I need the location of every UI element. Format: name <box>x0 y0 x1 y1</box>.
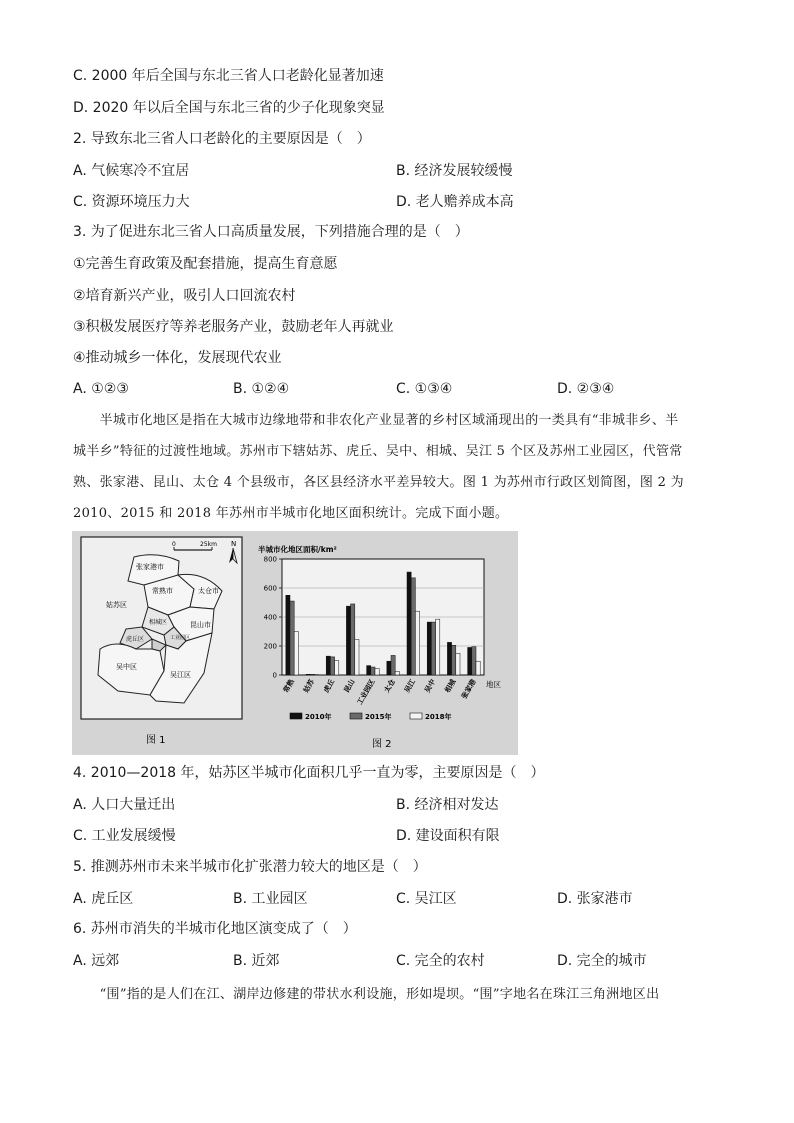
bar <box>395 671 399 675</box>
q1-option-d: D. 2020 年以后全国与东北三省的少子化现象突显 <box>73 100 385 116</box>
figure-photo <box>72 531 518 755</box>
chart-title: 半城市化地区面积/km² <box>258 545 337 554</box>
q6-option-a: A. 远郊 <box>73 953 120 969</box>
q4-option-d: D. 建设面积有限 <box>396 828 500 844</box>
q5-option-b: B. 工业园区 <box>233 891 308 907</box>
legend-label: 2015年 <box>365 713 392 721</box>
question-5: 5. 推测苏州市未来半城市化扩张潜力较大的地区是（ ） <box>73 859 427 875</box>
x-tick-label: 太仓 <box>382 678 397 695</box>
q3-option-a: A. ①②③ <box>73 381 129 397</box>
bar <box>310 674 314 675</box>
figure-2-caption: 图 2 <box>372 739 392 750</box>
map-label: 吴江区 <box>170 671 191 679</box>
material-line: 半城市化地区是指在大城市边缘地带和非农化产业显著的乡村区域涌现出的一类具有“非城非乡、半 <box>73 413 679 428</box>
q1-option-c: C. 2000 年后全国与东北三省人口老龄化显著加速 <box>73 68 384 84</box>
material-line: 熟、张家港、昆山、太仓 4 个县级市，各区县经济水平差异较大。图 1 为苏州市行政区划简图，图 2 为 <box>73 475 684 490</box>
bar <box>375 668 379 675</box>
map-label: 太仓市 <box>198 587 219 595</box>
map-label: 昆山市 <box>190 621 211 629</box>
question-6: 6. 苏州市消失的半城市化地区演变成了（ ） <box>73 921 357 937</box>
q3-option-d: D. ②③④ <box>557 381 615 397</box>
svg-text:N: N <box>231 540 237 548</box>
map-label: 常熟市 <box>152 587 173 595</box>
map-label: 吴中区 <box>116 663 137 671</box>
q6-option-c: C. 完全的农村 <box>396 953 485 969</box>
q4-option-c: C. 工业发展缓慢 <box>73 828 176 844</box>
y-tick-label: 400 <box>263 613 277 622</box>
bar <box>306 674 310 675</box>
q3-statement-4: ④推动城乡一体化，发展现代农业 <box>73 350 282 366</box>
legend-label: 2010年 <box>305 713 332 721</box>
q3-option-b: B. ①②④ <box>233 381 290 397</box>
x-tick-label: 吴江 <box>403 678 418 695</box>
bar <box>371 667 375 675</box>
material-paragraph-2 <box>73 979 723 1010</box>
x-tick-label: 张家港 <box>460 678 478 701</box>
bar <box>411 578 415 675</box>
bar <box>456 653 460 675</box>
q3-option-c: C. ①③④ <box>396 381 453 397</box>
bar <box>286 595 290 675</box>
q3-statement-1: ①完善生育政策及配套措施，提高生育意愿 <box>73 256 338 272</box>
map-label: 相城区 <box>149 619 168 626</box>
map-label: 姑苏区 <box>106 601 127 609</box>
q2-option-c: C. 资源环境压力大 <box>73 194 190 210</box>
legend-swatch <box>350 713 362 719</box>
bar <box>431 622 435 675</box>
q6-option-b: B. 近郊 <box>233 953 280 969</box>
q3-statement-2: ②培育新兴产业，吸引人口回流农村 <box>73 288 296 304</box>
y-tick-label: 800 <box>263 555 277 564</box>
x-tick-label: 吴中 <box>423 678 438 695</box>
q3-statement-3: ③积极发展医疗等养老服务产业，鼓励老年人再就业 <box>73 319 394 335</box>
q4-option-b: B. 经济相对发达 <box>396 797 499 813</box>
q4-option-a: A. 人口大量迁出 <box>73 797 176 813</box>
bar <box>314 675 318 676</box>
bar <box>436 619 440 675</box>
figure-1-caption: 图 1 <box>146 735 166 746</box>
bar <box>387 661 391 675</box>
scale-label: 25km <box>200 541 217 548</box>
bar <box>407 572 411 675</box>
bar <box>468 647 472 675</box>
q6-option-d: D. 完全的城市 <box>557 953 647 969</box>
x-tick-label: 昆山 <box>342 678 357 695</box>
y-tick-label: 0 <box>272 671 277 680</box>
bar <box>415 611 419 675</box>
legend-swatch <box>410 713 422 719</box>
question-4: 4. 2010—2018 年，姑苏区半城市化面积几乎一直为零，主要原因是（ ） <box>73 765 545 781</box>
x-axis-label: 地区 <box>486 680 501 689</box>
x-tick-label: 常熟 <box>281 678 296 695</box>
x-tick-label: 姑苏 <box>302 678 317 695</box>
x-tick-label: 相城 <box>443 678 458 695</box>
q5-option-a: A. 虎丘区 <box>73 891 134 907</box>
map-label: 虎丘区 <box>126 636 145 643</box>
question-3: 3. 为了促进东北三省人口高质量发展，下列措施合理的是（ ） <box>73 224 469 240</box>
x-tick-label: 工业园区 <box>355 678 377 707</box>
q5-option-c: C. 吴江区 <box>396 891 457 907</box>
material-line: “围”指的是人们在江、湖岸边修建的带状水利设施，形如堤坝。“围”字地名在珠江三角洲地区出 <box>73 987 660 1002</box>
figure-2-chart <box>258 544 501 721</box>
q2-option-d: D. 老人赡养成本高 <box>396 194 514 210</box>
x-tick-label: 虎丘 <box>322 678 337 695</box>
material-line: 城半乡”特征的过渡性地域。苏州市下辖姑苏、虎丘、吴中、相城、吴江 5 个区及苏州工业园区，代管常 <box>73 444 683 459</box>
bar <box>335 661 339 676</box>
bar <box>476 661 480 675</box>
bar <box>330 657 334 675</box>
bar <box>452 645 456 675</box>
bar <box>346 606 350 675</box>
map-label: 张家港市 <box>136 563 164 571</box>
bar <box>391 655 395 675</box>
y-tick-label: 200 <box>263 642 277 651</box>
bar <box>447 642 451 675</box>
bar <box>326 656 330 675</box>
bar <box>355 639 359 675</box>
bar <box>367 666 371 675</box>
figure-1-map <box>81 537 242 719</box>
bar <box>427 622 431 675</box>
bar <box>290 601 294 675</box>
material-paragraph <box>73 405 723 529</box>
q2-option-b: B. 经济发展较缓慢 <box>396 163 513 179</box>
bar <box>351 604 355 675</box>
question-2: 2. 导致东北三省人口老龄化的主要原因是（ ） <box>73 131 371 147</box>
q5-option-d: D. 张家港市 <box>557 891 633 907</box>
q2-option-a: A. 气候寒冷不宜居 <box>73 163 190 179</box>
legend-swatch <box>290 713 302 719</box>
y-tick-label: 600 <box>263 584 277 593</box>
scale-zero: 0 <box>172 541 176 548</box>
legend-label: 2018年 <box>425 713 452 721</box>
bar <box>472 647 476 675</box>
map-label: 工业园区 <box>170 635 191 641</box>
bar <box>294 632 298 676</box>
material-line: 2010、2015 和 2018 年苏州市半城市化地区面积统计。完成下面小题。 <box>73 506 509 521</box>
